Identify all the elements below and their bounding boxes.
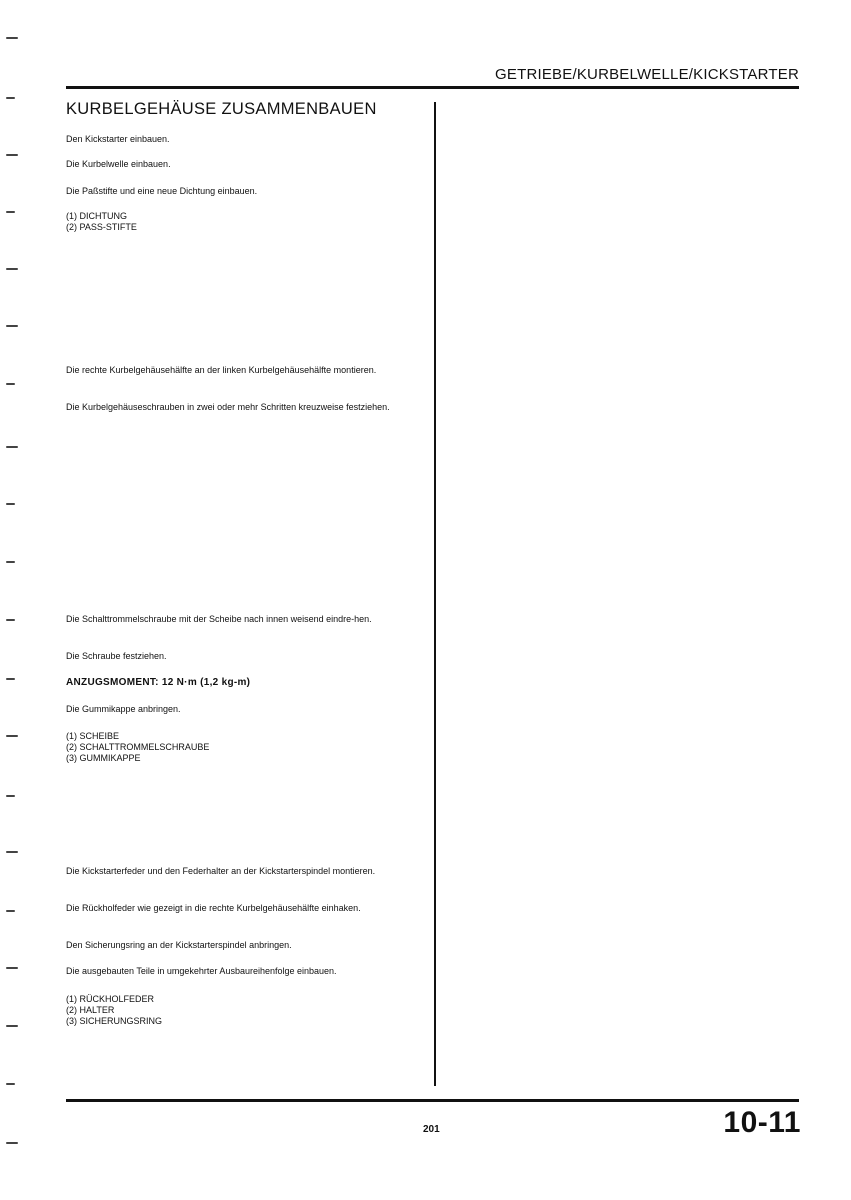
instruction-text: Den Kickstarter einbauen. — [66, 134, 170, 144]
legend-item: (2) PASS-STIFTE — [66, 222, 137, 232]
instruction-text: Die Kurbelgehäuseschrauben in zwei oder mehr Schritten kreuzweise festziehen. — [66, 402, 390, 412]
instruction-text: Die Gummikappe anbringen. — [66, 704, 181, 714]
binder-mark — [6, 619, 15, 621]
footer-rule — [66, 1099, 799, 1102]
legend-item: (3) SICHERUNGSRING — [66, 1016, 163, 1026]
instruction-text: Den Sicherungsring an der Kickstarterspindel anbringen. — [66, 940, 292, 950]
legend-item: (1) SCHEIBE — [66, 731, 120, 741]
binder-mark — [6, 268, 18, 270]
legend-item: (2) SCHALTTROMMELSCHRAUBE — [66, 742, 210, 752]
binder-mark — [6, 910, 15, 912]
binder-mark — [6, 503, 15, 505]
page-number: 201 — [423, 1124, 440, 1135]
binder-mark — [6, 1025, 18, 1027]
instruction-text: Die Schraube festziehen. — [66, 651, 167, 661]
section-page-number: 10-11 — [723, 1106, 801, 1139]
header-rule — [66, 86, 799, 89]
instruction-text: Die Paßstifte und eine neue Dichtung einbauen. — [66, 186, 258, 196]
instruction-text: Die ausgebauten Teile in umgekehrter Ausbaureihenfolge einbauen. — [66, 966, 337, 976]
binder-mark — [6, 1142, 18, 1144]
binder-mark — [6, 446, 18, 448]
legend-item: (2) HALTER — [66, 1005, 115, 1015]
column-divider — [434, 102, 436, 1086]
binder-mark — [6, 383, 15, 385]
legend-item: (1) RÜCKHOLFEDER — [66, 994, 155, 1004]
binder-mark — [6, 97, 15, 99]
instruction-text: Die rechte Kurbelgehäusehälfte an der linken Kurbelgehäusehälfte montieren. — [66, 365, 377, 375]
legend-item: (3) GUMMIKAPPE — [66, 753, 141, 763]
binder-mark — [6, 37, 18, 39]
binder-mark — [6, 561, 15, 563]
instruction-text: Die Kurbelwelle einbauen. — [66, 159, 171, 169]
instruction-text: Die Rückholfeder wie gezeigt in die rechte Kurbelgehäusehälfte einhaken. — [66, 903, 361, 913]
binder-mark — [6, 735, 18, 737]
binder-mark — [6, 154, 18, 156]
section-title: GETRIEBE/KURBELWELLE/KICKSTARTER — [495, 66, 799, 83]
binder-mark — [6, 1083, 15, 1085]
binder-hole-marks — [0, 0, 30, 1200]
instruction-text: Die Schalttrommelschraube mit der Scheibe nach innen weisend eindre-hen. — [66, 614, 372, 624]
binder-mark — [6, 211, 15, 213]
binder-mark — [6, 967, 18, 969]
binder-mark — [6, 678, 15, 680]
page-heading: KURBELGEHÄUSE ZUSAMMENBAUEN — [66, 100, 377, 118]
instruction-text: Die Kickstarterfeder und den Federhalter an der Kickstarterspindel montieren. — [66, 866, 376, 876]
binder-mark — [6, 795, 15, 797]
binder-mark — [6, 325, 18, 327]
legend-item: (1) DICHTUNG — [66, 211, 127, 221]
binder-mark — [6, 851, 18, 853]
torque-spec: ANZUGSMOMENT: 12 N·m (1,2 kg-m) — [66, 677, 251, 688]
